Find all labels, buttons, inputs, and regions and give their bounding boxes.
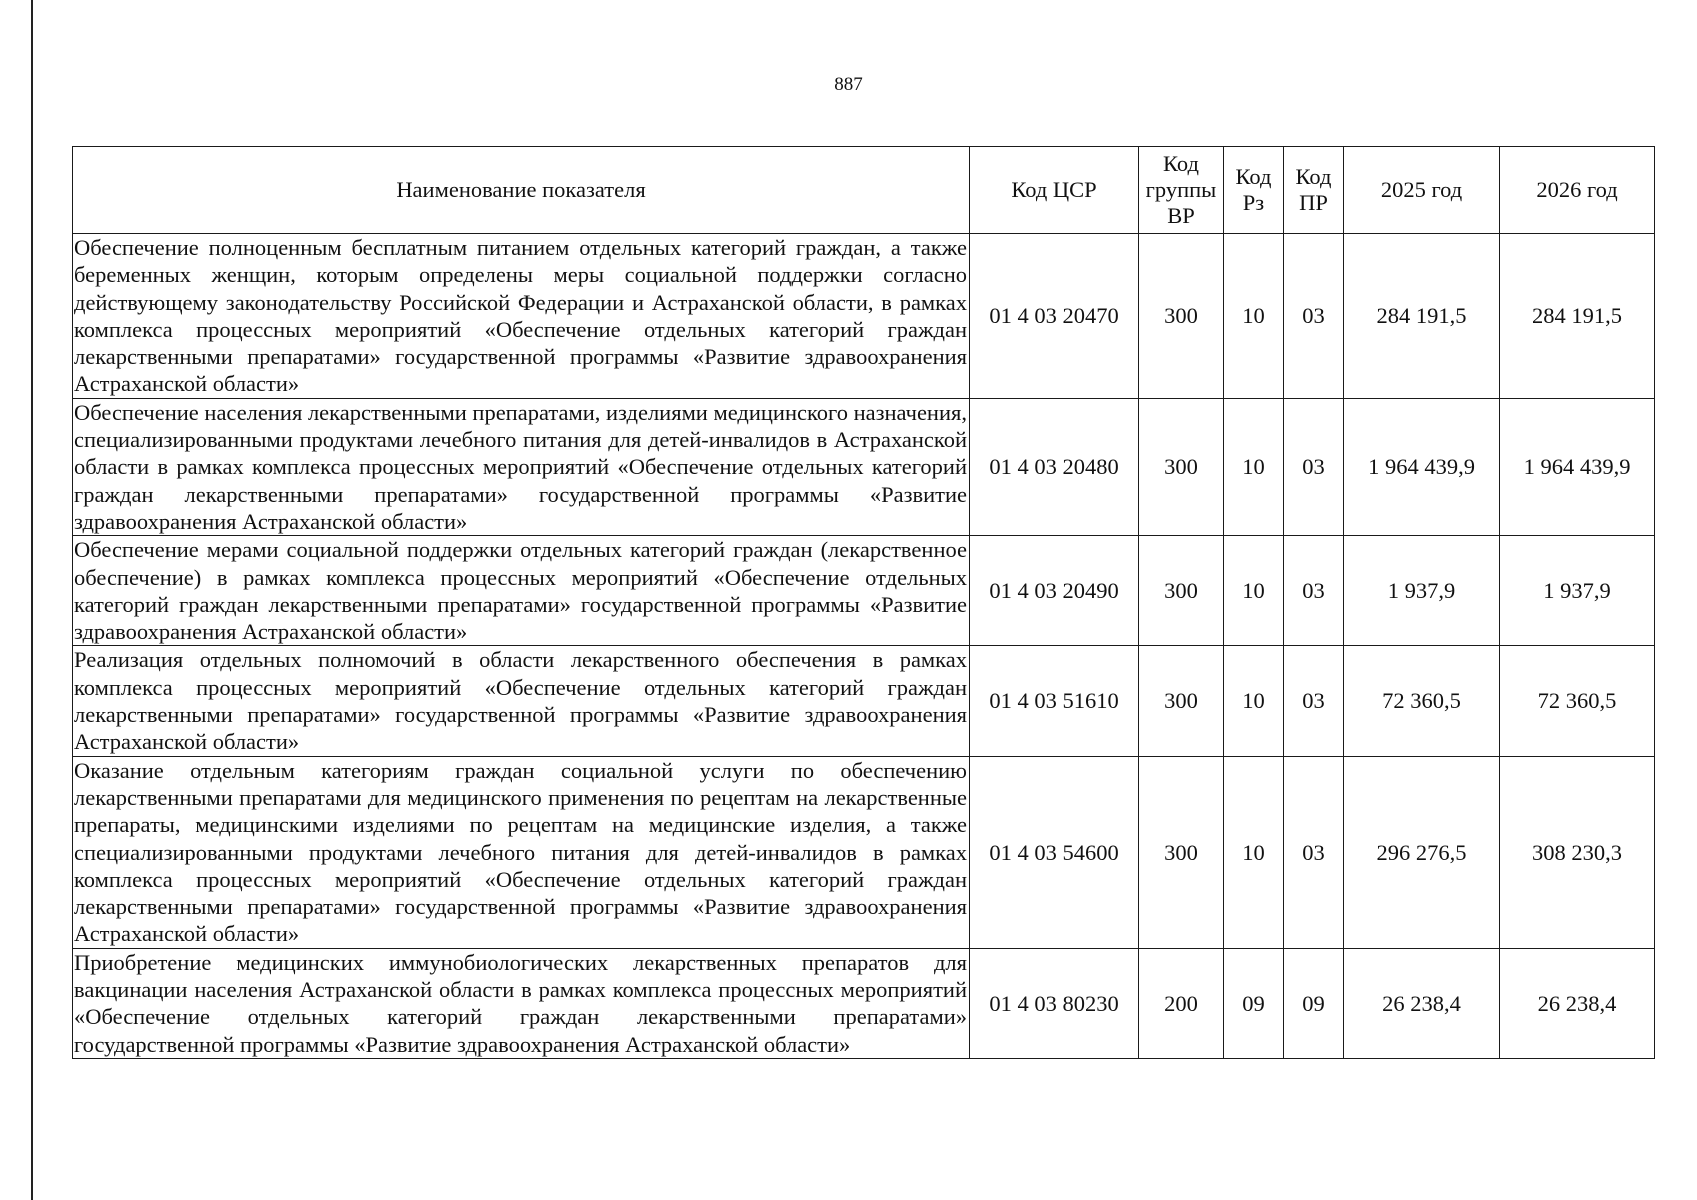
row-vr: 300 (1139, 756, 1224, 948)
row-pr: 03 (1284, 398, 1344, 535)
row-name: Реализация отдельных полномочий в области лекарственного обеспечения в рамках комплекса процессных мероприятий «Обеспечение отдельных категорий граждан лекарственными препаратами» государственной программы «Развитие здравоохранения Астраханской области» (73, 646, 970, 756)
budget-table (72, 146, 1655, 1059)
row-year-2026: 1 937,9 (1500, 536, 1655, 646)
row-pr: 03 (1284, 646, 1344, 756)
row-year-2025: 26 238,4 (1344, 948, 1500, 1058)
table-row (73, 234, 1655, 399)
binding-margin-line (31, 0, 33, 1200)
budget-table-container (72, 146, 1654, 1059)
row-rz: 09 (1224, 948, 1284, 1058)
row-csr: 01 4 03 20470 (970, 234, 1139, 399)
row-csr: 01 4 03 51610 (970, 646, 1139, 756)
row-name: Приобретение медицинских иммунобиологических лекарственных препаратов для вакцинации населения Астраханской области в рамках комплекса процессных мероприятий «Обеспечение отдельных категорий граждан лекарственными препаратами» государственной программы «Развитие здравоохранения Астраханской области» (73, 948, 970, 1058)
table-row (73, 756, 1655, 948)
row-year-2025: 72 360,5 (1344, 646, 1500, 756)
row-rz: 10 (1224, 398, 1284, 535)
table-header-row (73, 147, 1655, 234)
row-csr: 01 4 03 20490 (970, 536, 1139, 646)
header-name: Наименование показателя (73, 147, 970, 234)
row-year-2025: 284 191,5 (1344, 234, 1500, 399)
row-rz: 10 (1224, 536, 1284, 646)
table-row (73, 536, 1655, 646)
row-name: Оказание отдельным категориям граждан социальной услуги по обеспечению лекарственными препаратами для медицинского применения по рецептам на лекарственные препараты, медицинскими изделиями по рецептам на медицинские изделия, а также специализированными продуктами лечебного питания для детей-инвалидов в рамках комплекса процессных мероприятий «Обеспечение отдельных категорий граждан лекарственными препаратами» государственной программы «Развитие здравоохранения Астраханской области» (73, 756, 970, 948)
row-year-2025: 1 964 439,9 (1344, 398, 1500, 535)
row-csr: 01 4 03 54600 (970, 756, 1139, 948)
header-year-2025: 2025 год (1344, 147, 1500, 234)
header-csr: Код ЦСР (970, 147, 1139, 234)
row-year-2026: 1 964 439,9 (1500, 398, 1655, 535)
row-rz: 10 (1224, 756, 1284, 948)
row-rz: 10 (1224, 234, 1284, 399)
header-pr: Код ПР (1284, 147, 1344, 234)
table-row (73, 948, 1655, 1058)
row-vr: 300 (1139, 234, 1224, 399)
row-rz: 10 (1224, 646, 1284, 756)
row-year-2026: 284 191,5 (1500, 234, 1655, 399)
row-name: Обеспечение полноценным бесплатным питанием отдельных категорий граждан, а также беременных женщин, которым определены меры социальной поддержки согласно действующему законодательству Российской Федерации и Астраханской области, в рамках комплекса процессных мероприятий «Обеспечение отдельных категорий граждан лекарственными препаратами» государственной программы «Развитие здравоохранения Астраханской области» (73, 234, 970, 399)
header-year-2026: 2026 год (1500, 147, 1655, 234)
page-number: 887 (834, 74, 863, 95)
row-pr: 03 (1284, 536, 1344, 646)
row-name: Обеспечение мерами социальной поддержки отдельных категорий граждан (лекарственное обеспечение) в рамках комплекса процессных мероприятий «Обеспечение отдельных категорий граждан лекарственными препаратами» государственной программы «Развитие здравоохранения Астраханской области» (73, 536, 970, 646)
row-year-2026: 72 360,5 (1500, 646, 1655, 756)
row-csr: 01 4 03 20480 (970, 398, 1139, 535)
table-row (73, 646, 1655, 756)
row-csr: 01 4 03 80230 (970, 948, 1139, 1058)
row-pr: 09 (1284, 948, 1344, 1058)
header-vr: Код группы ВР (1139, 147, 1224, 234)
row-vr: 200 (1139, 948, 1224, 1058)
row-vr: 300 (1139, 646, 1224, 756)
table-row (73, 398, 1655, 535)
row-name: Обеспечение населения лекарственными препаратами, изделиями медицинского назначения, специализированными продуктами лечебного питания для детей-инвалидов в Астраханской области в рамках комплекса процессных мероприятий «Обеспечение отдельных категорий граждан лекарственными препаратами» государственной программы «Развитие здравоохранения Астраханской области» (73, 398, 970, 535)
row-vr: 300 (1139, 536, 1224, 646)
row-year-2026: 308 230,3 (1500, 756, 1655, 948)
row-pr: 03 (1284, 234, 1344, 399)
row-year-2025: 1 937,9 (1344, 536, 1500, 646)
row-year-2025: 296 276,5 (1344, 756, 1500, 948)
row-pr: 03 (1284, 756, 1344, 948)
row-year-2026: 26 238,4 (1500, 948, 1655, 1058)
row-vr: 300 (1139, 398, 1224, 535)
header-rz: Код Рз (1224, 147, 1284, 234)
